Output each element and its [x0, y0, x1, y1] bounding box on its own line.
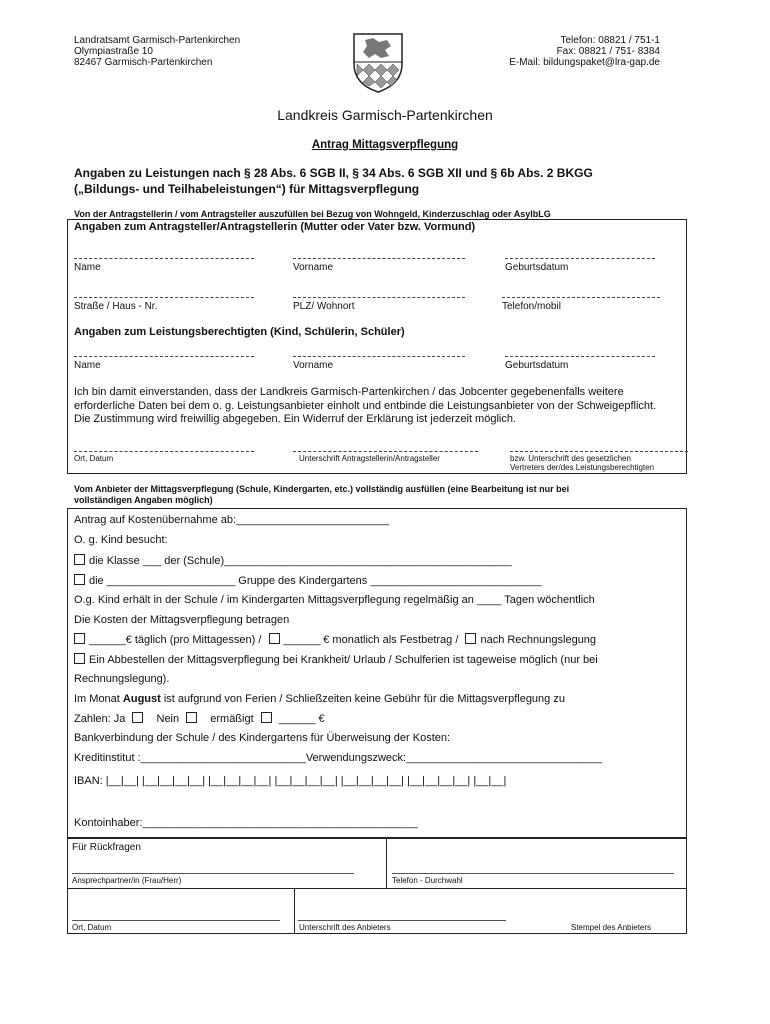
invoice-checkbox[interactable]	[465, 633, 476, 644]
iban-field[interactable]: |__|__| |__|__|__|__| |__|__|__|__| |__|__|__|__| |__|__|__|__| |__|__|__|__| |__|__|	[105, 775, 507, 787]
child-name-field[interactable]	[74, 356, 254, 357]
ermaessigt-checkbox[interactable]	[261, 712, 272, 723]
gruppe-row	[74, 574, 542, 587]
august-row	[74, 693, 565, 705]
strasse-field[interactable]	[74, 297, 254, 298]
monthly-cost-field[interactable]: ______ € monatlich als Festbetrag /	[283, 634, 459, 646]
label-guardian-signature	[510, 454, 654, 472]
label-strasse: Straße / Haus - Nr.	[74, 301, 158, 312]
nein-checkbox[interactable]	[186, 712, 197, 723]
provider-intro-line-1: Vom Anbieter der Mittagsverpflegung (Schule, Kindergarten, etc.) vollständig ausfüllen (eine Bearbeitung ist nur bei	[74, 484, 570, 494]
authority-name: Landkreis Garmisch-Partenkirchen	[277, 107, 493, 123]
provider-ort-label: Ort, Datum	[72, 923, 112, 932]
plz-field[interactable]	[293, 297, 465, 298]
besucht-label: O. g. Kind besucht:	[74, 534, 168, 546]
label-plz: PLZ/ Wohnort	[293, 301, 355, 312]
iban-label: IBAN:	[74, 775, 103, 787]
kostenuebernahme-field[interactable]: Antrag auf Kostenübernahme ab:_________________________	[74, 514, 389, 526]
gruppe-checkbox[interactable]	[74, 574, 85, 585]
label-child-vorname: Vorname	[293, 360, 334, 371]
cancel-label: Ein Abbestellen der Mittagsverpflegung bei Krankheit/ Urlaub / Schulferien ist tageweise möglich (nur bei	[89, 654, 598, 666]
label-telefon: Telefon/mobil	[502, 301, 561, 312]
costs-label: Die Kosten der Mittagsverpflegung betragen	[74, 614, 290, 626]
name-field[interactable]	[74, 258, 254, 259]
monthly-cost-checkbox[interactable]	[269, 633, 280, 644]
guardian-line-2: Vertreters der/des Leistungsberechtigten	[510, 463, 655, 472]
provider-stamp-label: Stempel des Anbieters	[571, 923, 652, 932]
contact-phone: Telefon: 08821 / 751-1	[560, 35, 660, 46]
invoice-label: nach Rechnungslegung	[480, 634, 597, 646]
applicant-heading: Angaben zum Antragsteller/Antragstellerin (Mutter oder Vater bzw. Vormund)	[74, 221, 476, 233]
section1-intro: Von der Antragstellerin / vom Antragsteller auszufüllen bei Bezug von Wohngeld, Kinderzuschlag oder AsylbLG	[74, 209, 551, 219]
ja-checkbox[interactable]	[132, 712, 143, 723]
form-title: Antrag Mittagsverpflegung	[311, 139, 459, 151]
contact-fax: Fax: 08821 / 751- 8384	[556, 46, 660, 57]
child-geburtsdatum-field[interactable]	[505, 356, 655, 357]
costs-row	[74, 633, 596, 646]
august-pre: Im Monat	[74, 693, 123, 705]
telefon-durchwahl-label: Telefon - Durchwahl	[392, 876, 463, 885]
ansprechpartner-label: Ansprechpartner/in (Frau/Herr)	[72, 876, 182, 885]
vorname-field[interactable]	[293, 258, 465, 259]
provider-intro	[74, 484, 569, 506]
kontoinhaber-field[interactable]: Kontoinhaber:_____________________________________________	[74, 817, 418, 829]
iban-row	[74, 775, 506, 787]
ansprechpartner-field[interactable]	[72, 873, 354, 874]
label-name: Name	[74, 262, 101, 273]
ermaessigt-label: ermäßigt	[210, 713, 254, 725]
provider-signature-label: Unterschrift des Anbieters	[299, 923, 391, 932]
consent-text	[74, 386, 656, 427]
provider-ort-field[interactable]	[72, 920, 280, 921]
label-consent-signature: Unterschrift Antragstellerin/Antragsteller	[299, 454, 440, 463]
consent-signature-field[interactable]	[293, 451, 478, 452]
authority-address	[74, 35, 240, 68]
child-heading: Angaben zum Leistungsberechtigten (Kind, Schülerin, Schüler)	[74, 326, 405, 338]
address-line-1: Landratsamt Garmisch-Partenkirchen	[74, 35, 241, 46]
zahlen-label: Zahlen: Ja	[74, 713, 126, 725]
legal-heading-line-2: („Bildungs- und Teilhabeleistungen“) für Mittagsverpflegung	[74, 182, 420, 196]
consent-line-1: Ich bin damit einverstanden, dass der Landkreis Garmisch-Partenkirchen / das Jobcenter gegebenenfalls weitere	[74, 386, 624, 398]
august-post: ist aufgrund von Ferien / Schließzeiten keine Gebühr für die Mittagsverpflegung zu	[160, 693, 565, 705]
klasse-checkbox[interactable]	[74, 554, 85, 565]
label-child-name: Name	[74, 360, 101, 371]
klasse-field[interactable]: die Klasse ___ der (Schule)_______________________________________________	[89, 555, 512, 567]
consent-ort-datum-field[interactable]	[74, 451, 254, 452]
provider-intro-line-2: vollständigen Angaben möglich)	[74, 495, 213, 505]
daily-cost-checkbox[interactable]	[74, 633, 85, 644]
address-line-2: Olympiastraße 10	[74, 46, 153, 57]
contact-divider-vertical	[386, 838, 387, 888]
frequency-field[interactable]: O.g. Kind erhält in der Schule / im Kindergarten Mittagsverpflegung regelmäßig an ____ Tagen wöchentlich	[74, 594, 595, 606]
label-vorname: Vorname	[293, 262, 334, 273]
gruppe-field[interactable]: die _____________________ Gruppe des Kindergartens ____________________________	[89, 575, 542, 587]
coat-of-arms-logo	[351, 32, 405, 94]
nein-label: Nein	[156, 713, 180, 725]
child-vorname-field[interactable]	[293, 356, 465, 357]
provider-signature-field[interactable]	[298, 920, 506, 921]
cancel-row	[74, 653, 598, 666]
klasse-row	[74, 554, 512, 567]
cancel-label-cont: Rechnungslegung).	[74, 673, 170, 685]
consent-line-2: erforderliche Daten bei dem o. g. Leistungsanbieter einholt und entbinde die Leistungsanbieter von der Schweigepflicht.	[74, 399, 657, 412]
legal-heading-line-1: Angaben zu Leistungen nach § 28 Abs. 6 SGB II, § 34 Abs. 6 SGB XII und § 6b Abs. 2 BKGG	[74, 166, 593, 180]
ermaessigt-amount-field[interactable]: ______ €	[278, 713, 325, 725]
geburtsdatum-field[interactable]	[505, 258, 655, 259]
label-child-geburtsdatum: Geburtsdatum	[505, 360, 569, 371]
contact-divider-horizontal	[67, 888, 687, 889]
contact-email: E-Mail: bildungspaket@lra-gap.de	[509, 57, 660, 68]
label-consent-ort: Ort, Datum	[74, 454, 114, 463]
guardian-signature-field[interactable]	[510, 451, 688, 452]
rueckfragen-label: Für Rückfragen	[72, 842, 141, 853]
telefon-durchwahl-field[interactable]	[392, 873, 674, 874]
authority-contact	[509, 35, 660, 68]
telefon-field[interactable]	[502, 297, 660, 298]
guardian-line-1: bzw. Unterschrift des gesetzlichen	[510, 454, 631, 463]
consent-line-3: Die Zustimmung wird freiwillig abgegeben. Ein Widerruf der Erklärung ist jederzeit möglich.	[74, 413, 517, 425]
cancel-checkbox[interactable]	[74, 653, 85, 664]
daily-cost-field[interactable]: ______€ täglich (pro Mittagessen) /	[89, 634, 262, 646]
bank-label: Bankverbindung der Schule / des Kindergartens für Überweisung der Kosten:	[74, 732, 451, 744]
address-line-3: 82467 Garmisch-Partenkirchen	[74, 57, 213, 68]
kreditinstitut-field[interactable]: Kreditinstitut :___________________________Verwendungszweck:________________________________	[74, 752, 602, 764]
zahlen-row	[74, 712, 325, 725]
august-bold: August	[122, 693, 161, 705]
signature-divider	[294, 888, 295, 934]
label-geburtsdatum: Geburtsdatum	[505, 262, 569, 273]
